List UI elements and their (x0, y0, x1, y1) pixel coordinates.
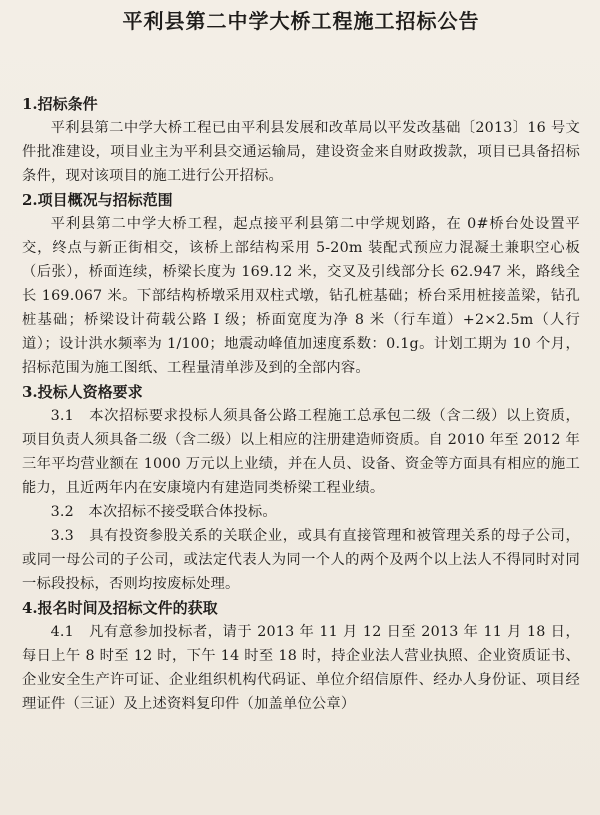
paragraph: 3.1 本次招标要求投标人须具备公路工程施工总承包二级（含二级）以上资质，项目负责人须具备二级（含二级）以上相应的注册建造师资质。自 2010 年至 2012 年三年平均营业额在 1000 万元以上业绩，并在人员、设备、资金等方面具有相应的施工能力，且近两年内在安康境内有建造同类桥梁工程业绩。 (22, 408, 580, 496)
section-bidder-qualifications (22, 380, 580, 596)
paragraph: 3.2 本次招标不接受联合体投标。 (50, 504, 277, 520)
section-heading: 1.招标条件 (22, 95, 98, 113)
paragraph: 平利县第二中学大桥工程已由平利县发展和改革局以平发改基础〔2013〕16 号文件批准建设，项目业主为平利县交通运输局，建设资金来自财政拨款，项目已具备招标条件，现对该项目的施工进行公开招标。 (22, 120, 580, 184)
paragraph: 4.1 凡有意参加投标者，请于 2013 年 11 月 12 日至 2013 年 11 月 18 日，每日上午 8 时至 12 时，下午 14 时至 18 时，持企业法人营业执照、企业资质证书、企业安全生产许可证、企业组织机构代码证、单位介绍信原件、经办人身份证、项目经理证件（三证）及上述资料复印件（加盖单位公章） (22, 624, 580, 712)
section-heading: 2.项目概况与招标范围 (22, 191, 173, 209)
section-heading: 4.报名时间及招标文件的获取 (22, 599, 218, 617)
section-project-overview (22, 188, 580, 380)
section-bidding-conditions (22, 92, 580, 188)
paragraph: 平利县第二中学大桥工程，起点接平利县第二中学规划路，在 0#桥台处设置平交，终点与新正街相交，该桥上部结构采用 5-20m 装配式预应力混凝土兼职空心板（后张），桥面连续，桥梁长度为 169.12 米，交叉及引线部分长 62.947 米，路线全长 169.067 米。下部结构桥墩采用双柱式墩，钻孔桩基础；桥台采用桩接盖梁，钻孔桩基础；桥梁设计荷载公路 I 级；桥面宽度为净 8 米（行车道）+2×2.5m（人行道）；设计洪水频率为 1/100；地震动峰值加速度系数：0.1g。计划工期为 10 个月，招标范围为施工图纸、工程量清单涉及到的全部内容。 (22, 216, 580, 376)
section-heading: 3.投标人资格要求 (22, 383, 143, 401)
paragraph: 3.3 具有投资参股关系的关联企业，或具有直接管理和被管理关系的母子公司，或同一母公司的子公司，或法定代表人为同一个人的两个及两个以上法人不得同时对同一标段投标，否则均按废标处理。 (22, 528, 580, 592)
section-registration-and-documents (22, 596, 580, 716)
document-title: 平利县第二中学大桥工程施工招标公告 (122, 9, 480, 33)
